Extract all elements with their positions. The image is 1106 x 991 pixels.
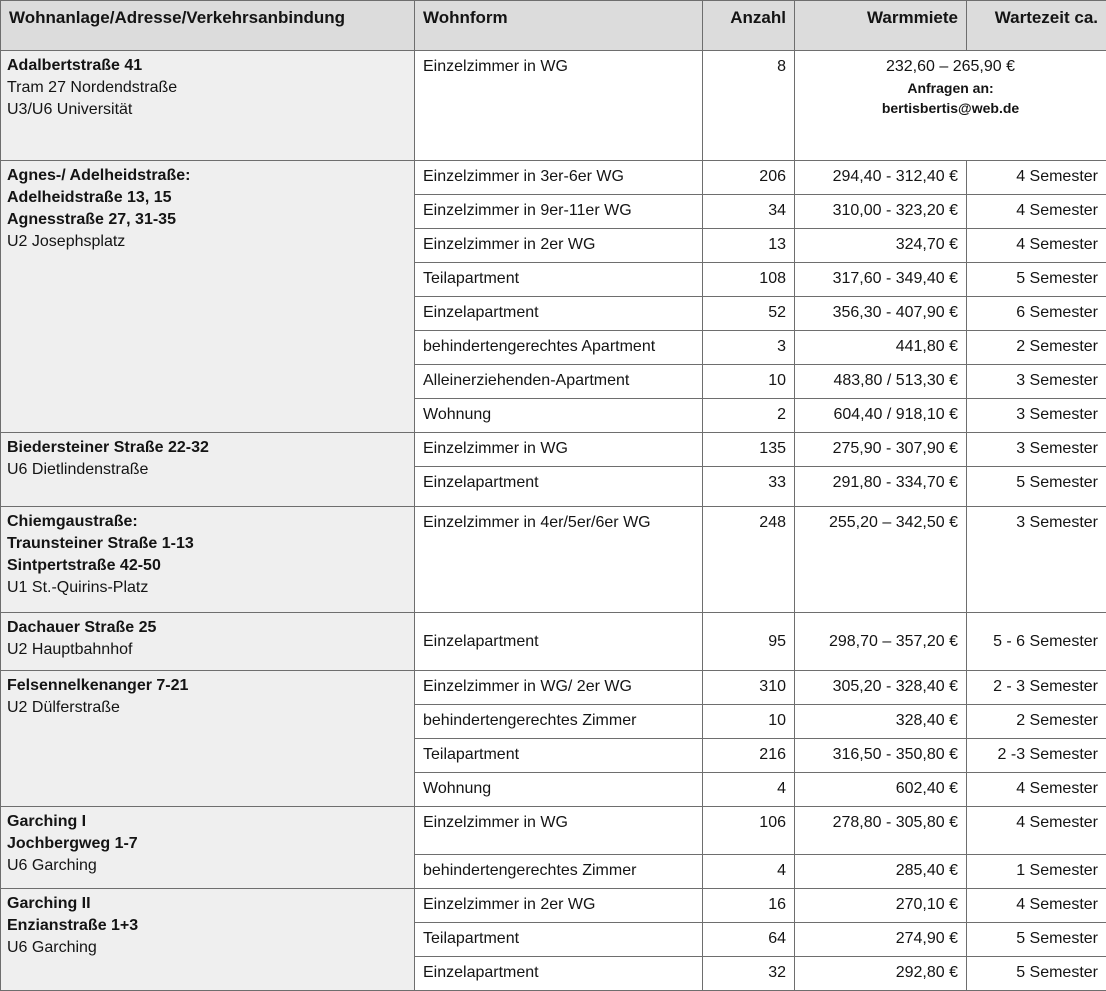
unit-count-cell: 8 [703,51,795,161]
header-address: Wohnanlage/Adresse/Verkehrsanbindung [1,1,415,51]
rent-cell: 317,60 - 349,40 € [795,263,967,297]
residence-name-line: Agnes-/ Adelheidstraße: [7,165,406,187]
unit-count-cell: 135 [703,433,795,467]
rent-cell: 602,40 € [795,773,967,807]
table-row [1,507,1106,613]
rent-cell: 275,90 - 307,90 € [795,433,967,467]
rent-cell: 278,80 - 305,80 € [795,807,967,855]
transit-line: U2 Dülferstraße [7,697,406,719]
unit-count-cell: 13 [703,229,795,263]
residence-name-line: Enzianstraße 1+3 [7,915,406,937]
transit-line: U2 Hauptbahnhof [7,639,406,661]
rent-range: 232,60 – 265,90 € [803,56,1098,78]
contact-email: bertisbertis@web.de [803,98,1098,118]
residence-address-cell [1,671,415,807]
residence-name-line: Garching II [7,893,406,915]
waiting-time-cell: 5 Semester [967,923,1106,957]
unit-count-cell: 64 [703,923,795,957]
waiting-time-cell: 6 Semester [967,297,1106,331]
residence-name-line: Dachauer Straße 25 [7,617,406,639]
rent-cell: 294,40 - 312,40 € [795,161,967,195]
table-row [1,433,1106,467]
unit-count-cell: 310 [703,671,795,705]
residence-name-line: Adalbertstraße 41 [7,55,406,77]
rent-contact-cell [795,51,1106,161]
residence-name-line: Traunsteiner Straße 1-13 [7,533,406,555]
table-row [1,161,1106,195]
residence-address-cell [1,161,415,433]
rent-cell: 291,80 - 334,70 € [795,467,967,507]
residence-address-cell [1,433,415,507]
rent-cell: 604,40 / 918,10 € [795,399,967,433]
unit-count-cell: 52 [703,297,795,331]
header-count: Anzahl [703,1,795,51]
housing-form-cell: Alleinerziehenden-Apartment [415,365,703,399]
residence-address-cell [1,613,415,671]
header-rent: Warmmiete [795,1,967,51]
unit-count-cell: 248 [703,507,795,613]
waiting-time-cell: 4 Semester [967,195,1106,229]
rent-cell: 285,40 € [795,855,967,889]
rent-cell: 292,80 € [795,957,967,991]
residence-address-cell [1,507,415,613]
unit-count-cell: 106 [703,807,795,855]
waiting-time-cell: 4 Semester [967,161,1106,195]
residence-name-line: Adelheidstraße 13, 15 [7,187,406,209]
unit-count-cell: 216 [703,739,795,773]
residence-name-line: Jochbergweg 1-7 [7,833,406,855]
rent-cell: 483,80 / 513,30 € [795,365,967,399]
rent-cell: 270,10 € [795,889,967,923]
transit-line: U6 Dietlindenstraße [7,459,406,481]
waiting-time-cell: 2 - 3 Semester [967,671,1106,705]
rent-cell: 356,30 - 407,90 € [795,297,967,331]
waiting-time-cell: 5 Semester [967,467,1106,507]
waiting-time-cell: 4 Semester [967,807,1106,855]
residence-address-cell [1,51,415,161]
residence-name-line: Chiemgaustraße: [7,511,406,533]
unit-count-cell: 32 [703,957,795,991]
unit-count-cell: 34 [703,195,795,229]
housing-form-cell: behindertengerechtes Apartment [415,331,703,365]
transit-line: U6 Garching [7,937,406,959]
waiting-time-cell: 4 Semester [967,773,1106,807]
waiting-time-cell: 5 - 6 Semester [967,613,1106,671]
rent-cell: 328,40 € [795,705,967,739]
residence-name-line: Agnesstraße 27, 31-35 [7,209,406,231]
waiting-time-cell: 4 Semester [967,889,1106,923]
unit-count-cell: 2 [703,399,795,433]
housing-form-cell: Einzelzimmer in 2er WG [415,229,703,263]
transit-line: U3/U6 Universität [7,99,406,121]
housing-form-cell: behindertengerechtes Zimmer [415,855,703,889]
rent-cell: 274,90 € [795,923,967,957]
residence-name-line: Biedersteiner Straße 22-32 [7,437,406,459]
rent-cell: 324,70 € [795,229,967,263]
transit-line: U1 St.-Quirins-Platz [7,577,406,599]
waiting-time-cell: 5 Semester [967,957,1106,991]
unit-count-cell: 108 [703,263,795,297]
table-row [1,807,1106,855]
housing-form-cell: Teilapartment [415,263,703,297]
unit-count-cell: 33 [703,467,795,507]
housing-form-cell: Einzelzimmer in WG/ 2er WG [415,671,703,705]
unit-count-cell: 4 [703,773,795,807]
table-row [1,889,1106,923]
table-body [1,51,1106,991]
waiting-time-cell: 1 Semester [967,855,1106,889]
residence-address-cell [1,889,415,991]
housing-form-cell: Wohnung [415,773,703,807]
waiting-time-cell: 5 Semester [967,263,1106,297]
header-row [1,1,1106,51]
rent-cell: 310,00 - 323,20 € [795,195,967,229]
residence-name-line: Felsennelkenanger 7-21 [7,675,406,697]
transit-line: Tram 27 Nordendstraße [7,77,406,99]
unit-count-cell: 3 [703,331,795,365]
rent-cell: 255,20 – 342,50 € [795,507,967,613]
housing-form-cell: Einzelapartment [415,613,703,671]
housing-form-cell: Teilapartment [415,923,703,957]
table-row [1,51,1106,161]
waiting-time-cell: 3 Semester [967,365,1106,399]
housing-form-cell: Teilapartment [415,739,703,773]
header-wait: Wartezeit ca. [967,1,1106,51]
unit-count-cell: 4 [703,855,795,889]
housing-form-cell: Einzelapartment [415,297,703,331]
waiting-time-cell: 2 Semester [967,331,1106,365]
housing-form-cell: Einzelzimmer in WG [415,51,703,161]
transit-line: U6 Garching [7,855,406,877]
housing-form-cell: Einzelzimmer in 2er WG [415,889,703,923]
housing-form-cell: Einzelapartment [415,957,703,991]
unit-count-cell: 95 [703,613,795,671]
waiting-time-cell: 3 Semester [967,507,1106,613]
unit-count-cell: 10 [703,365,795,399]
housing-form-cell: Einzelzimmer in 4er/5er/6er WG [415,507,703,613]
rent-cell: 441,80 € [795,331,967,365]
residence-address-cell [1,807,415,889]
contact-label: Anfragen an: [803,78,1098,98]
table-row [1,671,1106,705]
housing-form-cell: Einzelzimmer in WG [415,433,703,467]
residence-name-line: Garching I [7,811,406,833]
waiting-time-cell: 2 -3 Semester [967,739,1106,773]
unit-count-cell: 206 [703,161,795,195]
housing-form-cell: Einzelzimmer in WG [415,807,703,855]
unit-count-cell: 16 [703,889,795,923]
transit-line: U2 Josephsplatz [7,231,406,253]
housing-form-cell: behindertengerechtes Zimmer [415,705,703,739]
housing-form-cell: Einzelapartment [415,467,703,507]
housing-form-cell: Einzelzimmer in 9er-11er WG [415,195,703,229]
unit-count-cell: 10 [703,705,795,739]
waiting-time-cell: 2 Semester [967,705,1106,739]
rent-cell: 298,70 – 357,20 € [795,613,967,671]
waiting-time-cell: 3 Semester [967,399,1106,433]
waiting-time-cell: 4 Semester [967,229,1106,263]
housing-form-cell: Einzelzimmer in 3er-6er WG [415,161,703,195]
residence-name-line: Sintpertstraße 42-50 [7,555,406,577]
rent-cell: 305,20 - 328,40 € [795,671,967,705]
waiting-time-cell: 3 Semester [967,433,1106,467]
rent-cell: 316,50 - 350,80 € [795,739,967,773]
table-row [1,613,1106,671]
header-form: Wohnform [415,1,703,51]
housing-form-cell: Wohnung [415,399,703,433]
